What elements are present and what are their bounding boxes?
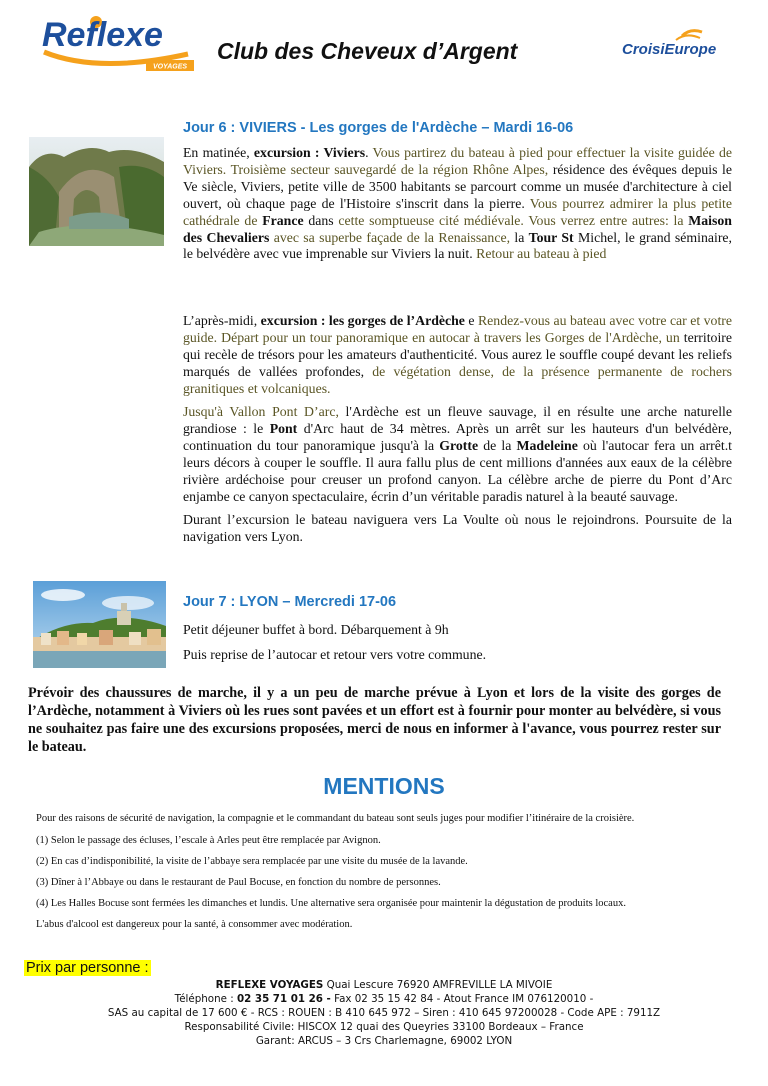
text-run: Jusqu'à Vallon Pont D’arc, bbox=[183, 404, 346, 419]
text-run: cette somptueuse cité médiévale. bbox=[338, 212, 529, 228]
text-run: En matinée, bbox=[183, 145, 254, 160]
footer-address: Quai Lescure 76920 AMFREVILLE LA MIVOIE bbox=[323, 979, 553, 991]
day6-pont-darc-paragraph bbox=[183, 404, 732, 505]
text-run: e bbox=[464, 313, 478, 328]
day6-afternoon-paragraph bbox=[183, 313, 732, 398]
walking-warning: Prévoir des chaussures de marche, il y a un peu de marche prévue à Lyon et lors de la visite des gorges de l’Ardèche, notamment à Viviers où les rues sont pavées et un effort est à fournir pour monter au belvédère, si vous ne souhaitez pas faire une des excursions proposées, merci de nous en informer à l'avance, vous pourrez rester sur le bateau. bbox=[28, 685, 721, 755]
mention-note: Pour des raisons de sécurité de navigation, la compagnie et le commandant du bateau sont seuls juges pour modifier l’itinéraire de la croisière. bbox=[36, 813, 635, 824]
text-run: de végétation dense, de la présence permanente de rochers granitiques et volcaniques. bbox=[183, 363, 732, 396]
footer-company: REFLEXE VOYAGES bbox=[215, 979, 324, 991]
text-run: résidence des évêques depuis le Ve siècle, Viviers, petite ville de 3500 habitants se parcourt comme un musée d'architecture à ciel ouvert, où chaque page de l'Histoire s'inscrit dans la pierre. bbox=[183, 161, 732, 211]
reflexe-voyages-logo bbox=[38, 8, 206, 80]
text-run: excursion : les gorges de l’Ardèche bbox=[260, 313, 465, 328]
text-run: Retour au bateau à pied bbox=[476, 246, 607, 262]
text-run: France bbox=[262, 212, 304, 228]
text-run: excursion : Viviers bbox=[253, 145, 366, 160]
footer-guarantor-line: Garant: ARCUS – 3 Crs Charlemagne, 69002 LYON bbox=[255, 1035, 513, 1047]
text-run: Tour St bbox=[528, 229, 574, 245]
text-run: d'Arc haut de 34 mètres. Après un arrêt sur les hauteurs d'un belvédère, continuation du tour panoramique jusqu'à la bbox=[183, 420, 732, 453]
footer-phone-line bbox=[60, 992, 708, 1006]
lyon-cityscape-photo bbox=[33, 581, 166, 668]
text-run: Grotte bbox=[439, 437, 479, 453]
day6-navigation-paragraph: Durant l’excursion le bateau naviguera vers La Voulte où nous le rejoindrons. Poursuite de la navigation vers Lyon. bbox=[183, 512, 732, 544]
text-run: Pont bbox=[269, 420, 298, 436]
text-run: Vous partirez du bateau à pied pour effectuer la visite guidée de Viviers. bbox=[183, 145, 732, 177]
page-title: Club des Cheveux d’Argent bbox=[217, 38, 518, 64]
text-run: Madeleine bbox=[516, 437, 578, 453]
footer-phone-label: Téléphone : bbox=[174, 993, 237, 1005]
day6-title: Jour 6 : VIVIERS - Les gorges de l'Ardèche – Mardi 16-06 bbox=[183, 120, 574, 136]
mention-note: (1) Selon le passage des écluses, l’escale à Arles peut être remplacée par Avignon. bbox=[36, 835, 381, 846]
text-run: Maison des Chevaliers bbox=[183, 212, 732, 245]
text-run: la bbox=[514, 229, 529, 245]
footer-phone-rest: Fax 02 35 15 42 84 - Atout France IM 076120010 - bbox=[330, 993, 594, 1005]
text-run: Vous pourrez admirer la plus petite cathédrale de bbox=[183, 195, 733, 228]
croisi-wordmark: CroisiEurope bbox=[622, 41, 716, 58]
text-run: où l'autocar fera un arrêt.t leurs décors à couper le souffle. Il aura fallu plus de cent millions d'années aux eaux de la célèbre rivière ardéchoise pour creuser un profond canyon. La célèbre arche de pierre du Pont d’Arc enjambe ce canyon spectaculaire, écrin d’un véritable paradis naturel à la beauté sauvage. bbox=[183, 437, 732, 504]
text-run: Michel, le grand séminaire, le belvédère avec vue imprenable sur Viviers la nuit. bbox=[183, 229, 732, 262]
footer-legal-line: SAS au capital de 17 600 € - RCS : ROUEN : B 410 645 972 – Siren : 410 645 97200028 - Code APE : 7911Z bbox=[107, 1007, 661, 1019]
logo-subtitle: VOYAGES bbox=[152, 63, 188, 71]
price-label: Prix par personne : bbox=[26, 960, 149, 976]
text-run: Rendez-vous au bateau avec votre car et votre guide. Départ pour un tour panoramique en autocar à travers les Gorges de l'Ardèche, un bbox=[183, 313, 732, 345]
gorge-arch-photo bbox=[29, 137, 164, 246]
text-run: territoire qui recèle de trésors pour les amateurs d'authenticité. Vous aurez le souffle coupé devant les reliefs marqués de vallées profondes, bbox=[183, 329, 732, 379]
text-run: de la bbox=[478, 437, 517, 453]
mention-note: (4) Les Halles Bocuse sont fermées les dimanches et lundis. Une alternative sera organisée pour maintenir la dégustation de produits locaux. bbox=[36, 898, 626, 909]
mention-note: (3) Dîner à l’Abbaye ou dans le restaurant de Paul Bocuse, en fonction du nombre de personnes. bbox=[36, 877, 441, 888]
text-run: l'Ardèche est un fleuve sauvage, il en résulte une arche naturelle grandiose : le bbox=[183, 404, 733, 436]
mention-note: L'abus d'alcool est dangereux pour la santé, à consommer avec modération. bbox=[36, 919, 353, 930]
mention-note: (2) En cas d’indisponibilité, la visite de l’abbaye sera remplacée par une visite du musée de la lavande. bbox=[36, 856, 468, 867]
text-run: L’après-midi, bbox=[183, 313, 261, 328]
day6-morning-paragraph bbox=[183, 145, 732, 263]
logo-wordmark: Reflexe bbox=[42, 16, 163, 54]
day7-title: Jour 7 : LYON – Mercredi 17-06 bbox=[183, 594, 397, 610]
footer-address-line bbox=[60, 978, 708, 992]
croisieurope-logo bbox=[620, 26, 716, 66]
text-run: . bbox=[365, 145, 373, 160]
footer-insurance-line: Responsabilité Civile: HISCOX 12 quai des Queyries 33100 Bordeaux – France bbox=[184, 1021, 584, 1033]
text-run: dans bbox=[303, 212, 339, 228]
day7-return-line: Puis reprise de l’autocar et retour vers votre commune. bbox=[183, 647, 487, 662]
footer-phone: 02 35 71 01 26 - bbox=[236, 993, 331, 1005]
company-footer bbox=[60, 978, 708, 1048]
text-run: Troisième secteur sauvegardé de la région Rhône Alpes, bbox=[230, 161, 553, 177]
text-run: Vous verrez entre autres: la bbox=[528, 212, 689, 228]
mentions-title: MENTIONS bbox=[323, 773, 445, 799]
text-run: avec sa superbe façade de la Renaissance, bbox=[269, 229, 515, 245]
day7-breakfast-line: Petit déjeuner buffet à bord. Débarquement à 9h bbox=[183, 622, 449, 637]
